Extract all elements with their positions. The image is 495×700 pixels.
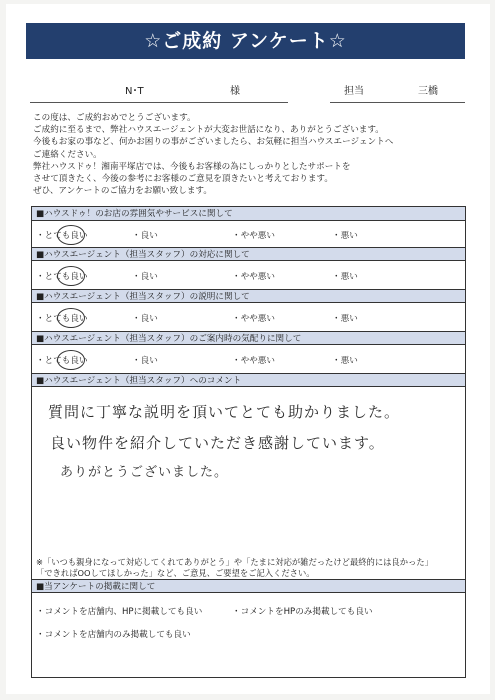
selection-circle bbox=[57, 266, 85, 286]
handwritten-comment-line: 質問に丁寧な説明を頂いてとても助かりました。 bbox=[48, 403, 401, 421]
option-very-good[interactable]: ・とても良い bbox=[36, 356, 88, 366]
option-somewhat-bad[interactable]: ・やや悪い bbox=[232, 231, 275, 241]
question-heading: ■ハウスエージェント（担当スタッフ）の対応に関して bbox=[32, 247, 465, 261]
intro-line: 今後もお家の事など、何かお困りの事がございましたら、お気軽に担当ハウスエージェントへ bbox=[33, 137, 394, 148]
intro-line: ご成約に至るまで、弊社ハウスエージェントが大変お世話になり、ありがとうございます。 bbox=[33, 125, 384, 136]
option-bad[interactable]: ・悪い bbox=[332, 314, 358, 324]
comment-note bbox=[36, 557, 461, 579]
question-heading: ■ハウスエージェント（担当スタッフ）の説明に関して bbox=[32, 289, 465, 303]
comment-note-line: ※「いつも親身になって対応してくれてありがとう」や「たまに対応が雑だったけど最終的には良かった」 bbox=[36, 557, 433, 567]
intro-line: させて頂きたく、今後の参考にお客様のご意見を頂きたいと考えております。 bbox=[33, 174, 333, 185]
option-bad[interactable]: ・悪い bbox=[332, 231, 358, 241]
intro-line: ぜひ、アンケートのご協力をお願い致します。 bbox=[33, 186, 212, 197]
customer-honorific: 様 bbox=[230, 86, 240, 97]
survey-table bbox=[31, 206, 466, 678]
option-bad[interactable]: ・悪い bbox=[332, 272, 358, 282]
handwritten-comment-line: ありがとうございました。 bbox=[60, 465, 229, 480]
selection-circle bbox=[57, 350, 85, 370]
option-very-good[interactable]: ・とても良い bbox=[36, 314, 88, 324]
handwritten-comment-line: 良い物件を紹介していただき感謝しています。 bbox=[50, 434, 385, 452]
intro-line: ご連絡ください。 bbox=[33, 149, 102, 160]
option-somewhat-bad[interactable]: ・やや悪い bbox=[232, 314, 275, 324]
option-somewhat-bad[interactable]: ・やや悪い bbox=[232, 356, 275, 366]
question-heading: ■ハウスドゥ！のお店の雰囲気やサービスに関して bbox=[32, 207, 465, 221]
staff-name: 三橋 bbox=[418, 86, 438, 97]
publish-option-store-only[interactable]: ・コメントを店舗内のみ掲載しても良い bbox=[36, 630, 191, 640]
question-options bbox=[32, 263, 465, 287]
option-good[interactable]: ・良い bbox=[132, 272, 158, 282]
selection-circle bbox=[57, 225, 85, 245]
intro-text bbox=[33, 112, 473, 197]
customer-name: N･T bbox=[125, 86, 144, 97]
publish-option-store-and-hp[interactable]: ・コメントを店舗内、HPに掲載しても良い bbox=[36, 607, 203, 617]
publish-option-hp-only[interactable]: ・コメントをHPのみ掲載しても良い bbox=[232, 607, 373, 617]
question-options bbox=[32, 347, 465, 371]
customer-name-field bbox=[30, 78, 288, 103]
question-options bbox=[32, 305, 465, 329]
intro-line: この度は、ご成約おめでとうございます。 bbox=[33, 113, 196, 123]
staff-field bbox=[330, 78, 465, 103]
comment-heading: ■ハウスエージェント（担当スタッフ）へのコメント bbox=[32, 373, 465, 387]
publish-heading: ■当アンケートの掲載に関して bbox=[32, 579, 465, 593]
option-very-good[interactable]: ・とても良い bbox=[36, 272, 88, 282]
option-good[interactable]: ・良い bbox=[132, 231, 158, 241]
intro-line: 弊社ハウスドゥ！湘南平塚店では、今後もお客様の為にしっかりとしたサポートを bbox=[33, 161, 351, 172]
option-very-good[interactable]: ・とても良い bbox=[36, 231, 88, 241]
option-good[interactable]: ・良い bbox=[132, 314, 158, 324]
page-title: ☆ご成約 アンケート☆ bbox=[26, 23, 465, 59]
question-heading: ■ハウスエージェント（担当スタッフ）のご案内時の気配りに関して bbox=[32, 331, 465, 345]
question-options bbox=[32, 222, 465, 246]
comment-note-line: 「できればOOしてほしかった」など、ご意見、ご要望をご記入ください。 bbox=[36, 568, 315, 578]
option-bad[interactable]: ・悪い bbox=[332, 356, 358, 366]
option-good[interactable]: ・良い bbox=[132, 356, 158, 366]
option-somewhat-bad[interactable]: ・やや悪い bbox=[232, 272, 275, 282]
selection-circle bbox=[57, 308, 85, 328]
staff-label: 担当 bbox=[344, 86, 364, 97]
